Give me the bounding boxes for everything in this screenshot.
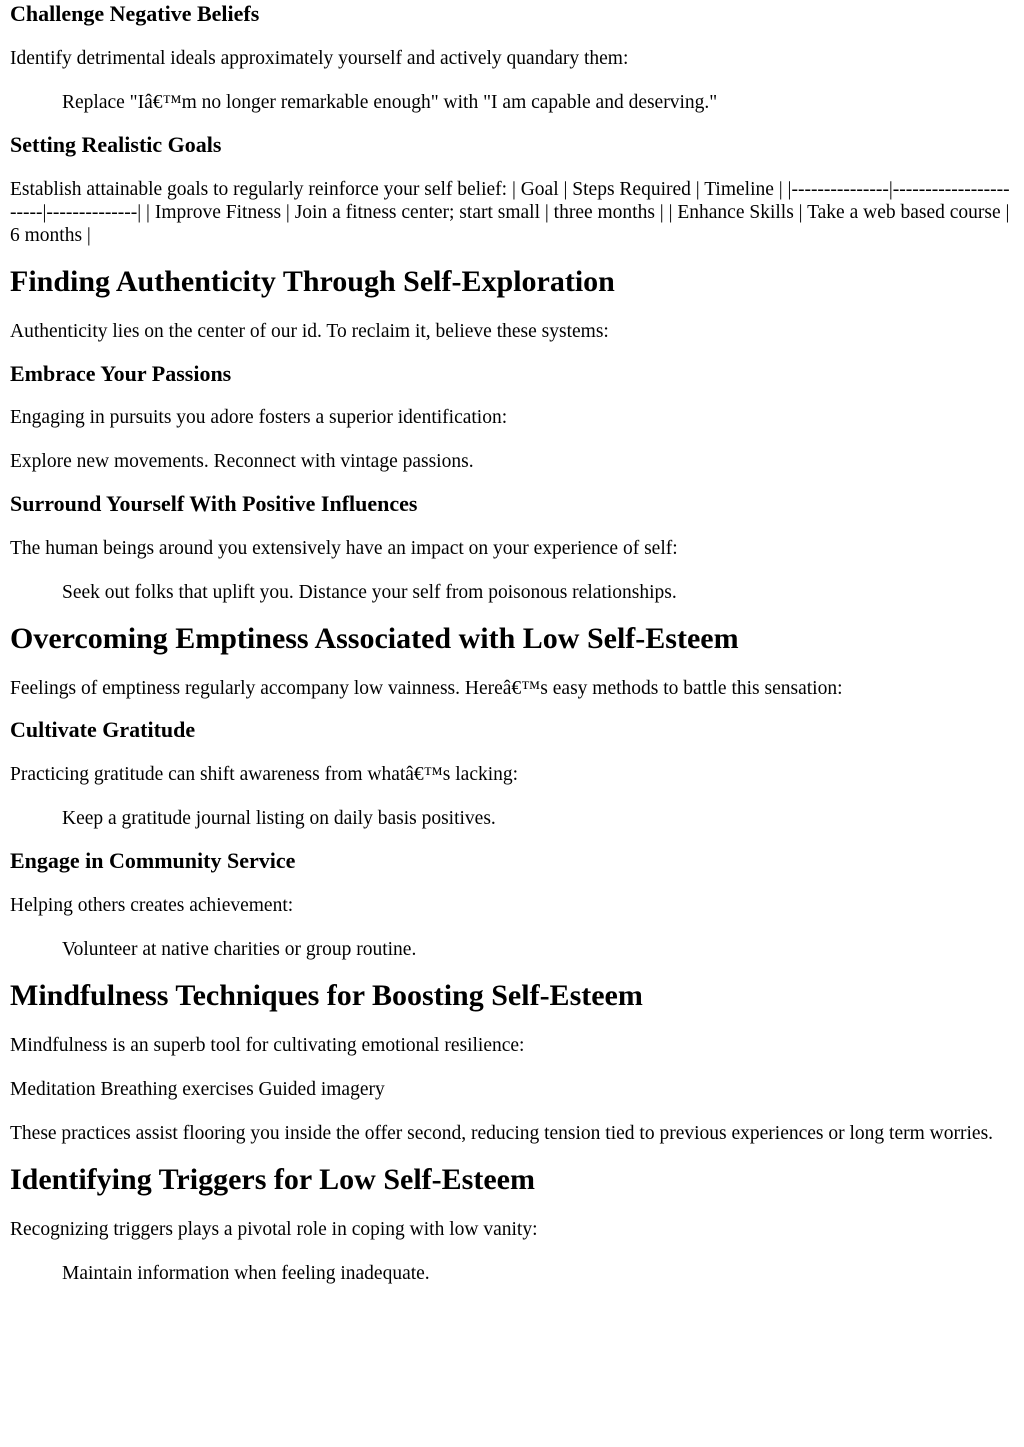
emptiness-intro: Feelings of emptiness regularly accompany low vainness. Hereâ€™s easy methods to battle this sensation: xyxy=(10,678,843,699)
mindfulness-body: These practices assist flooring you inside the offer second, reducing tension tied to previous experiences or long term worries. xyxy=(10,1123,994,1144)
passions-intro: Engaging in pursuits you adore fosters a superior identification: xyxy=(10,407,508,428)
mindfulness-intro: Mindfulness is an superb tool for cultivating emotional resilience: xyxy=(10,1035,525,1056)
challenge-heading: Challenge Negative Beliefs xyxy=(10,1,260,26)
authenticity-heading: Finding Authenticity Through Self-Exploration xyxy=(10,265,615,298)
gratitude-intro: Practicing gratitude can shift awareness from whatâ€™s lacking: xyxy=(10,764,519,785)
passions-heading: Embrace Your Passions xyxy=(10,361,232,386)
influences-quote: Seek out folks that uplift you. Distance your self from poisonous relationships. xyxy=(62,582,677,603)
article-page xyxy=(0,1,1024,1285)
emptiness-heading: Overcoming Emptiness Associated with Low Self-Esteem xyxy=(10,622,739,655)
triggers-quote: Maintain information when feeling inadequate. xyxy=(62,1263,430,1284)
triggers-intro: Recognizing triggers plays a pivotal role in coping with low vanity: xyxy=(10,1219,538,1240)
challenge-quote: Replace "Iâ€™m no longer remarkable enough" with "I am capable and deserving." xyxy=(62,92,718,113)
mindfulness-heading: Mindfulness Techniques for Boosting Self-Esteem xyxy=(10,979,643,1012)
service-quote: Volunteer at native charities or group routine. xyxy=(62,939,417,960)
influences-heading: Surround Yourself With Positive Influences xyxy=(10,491,418,516)
gratitude-heading: Cultivate Gratitude xyxy=(10,717,196,742)
mindfulness-list: Meditation Breathing exercises Guided imagery xyxy=(10,1079,385,1100)
influences-intro: The human beings around you extensively have an impact on your experience of self: xyxy=(10,538,678,559)
goals-body: Establish attainable goals to regularly reinforce your self belief: | Goal | Steps Required | Timeline | |---------------|-----------------------|--------------| | Improve Fitness | Join a fitness center; start small | three months | | Enhance Skills | Take a web based course | 6 months | xyxy=(10,179,1010,246)
challenge-intro: Identify detrimental ideals approximately yourself and actively quandary them: xyxy=(10,48,629,69)
goals-heading: Setting Realistic Goals xyxy=(10,132,222,157)
triggers-heading: Identifying Triggers for Low Self-Esteem xyxy=(10,1163,535,1196)
gratitude-quote: Keep a gratitude journal listing on daily basis positives. xyxy=(62,808,496,829)
service-intro: Helping others creates achievement: xyxy=(10,895,294,916)
service-heading: Engage in Community Service xyxy=(10,848,296,873)
authenticity-intro: Authenticity lies on the center of our id. To reclaim it, believe these systems: xyxy=(10,321,609,342)
passions-body: Explore new movements. Reconnect with vintage passions. xyxy=(10,451,474,472)
